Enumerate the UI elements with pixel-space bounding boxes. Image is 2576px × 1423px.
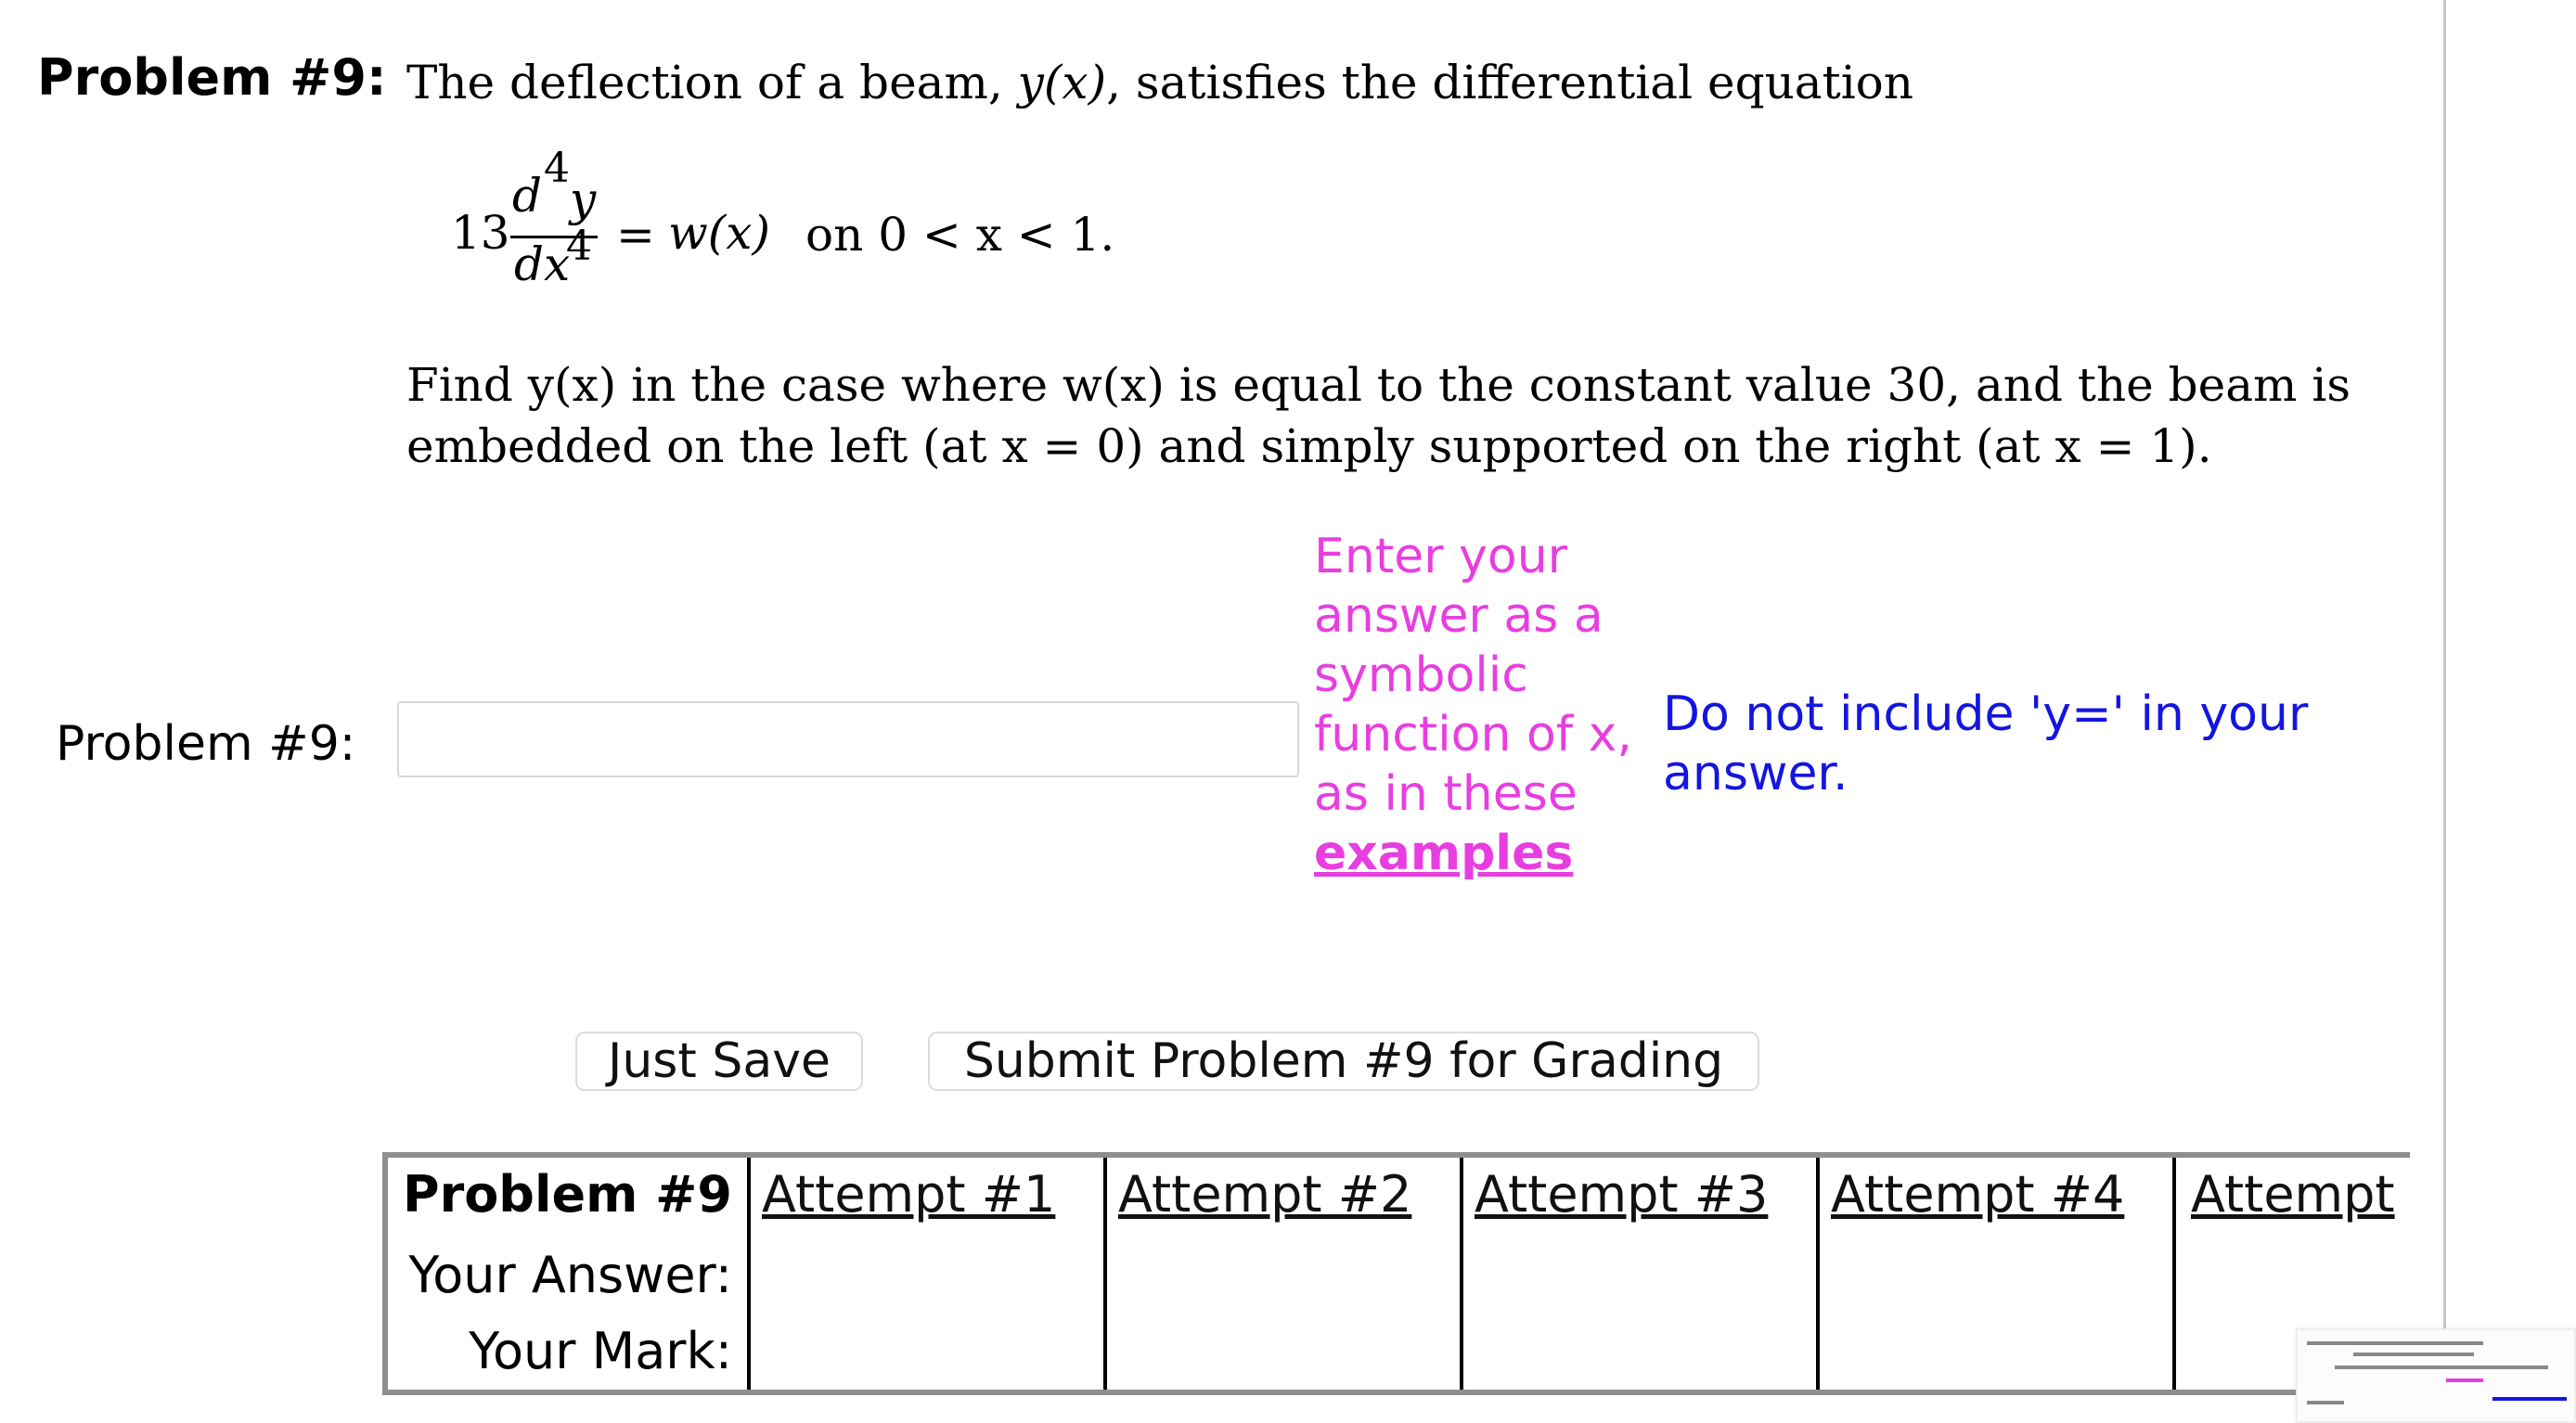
your-mark-label: Your Mark: — [469, 1322, 732, 1380]
answer-input[interactable] — [397, 701, 1299, 777]
examples-link[interactable]: examples — [1314, 826, 1574, 881]
attempt-link-2[interactable]: Attempt #2 — [1117, 1165, 1412, 1224]
page-right-divider — [2443, 0, 2446, 1423]
submit-button[interactable]: Submit Problem #9 for Grading — [928, 1032, 1759, 1091]
equation-denominator: dx — [514, 237, 571, 291]
attempts-table-header: Problem #9 — [403, 1165, 732, 1224]
differential-equation — [451, 139, 1156, 291]
attempt-column-2 — [1105, 1155, 1462, 1392]
equation-equals: = — [616, 208, 655, 262]
answer-note: Do not include 'y=' in your answer. — [1663, 686, 2309, 801]
equation-numerator-power: 4 — [544, 145, 570, 192]
equation-rhs: w(x) — [668, 206, 771, 260]
thumbnail-line — [2446, 1378, 2483, 1382]
attempts-label-column — [385, 1155, 749, 1392]
page-thumbnail-preview[interactable] — [2296, 1328, 2576, 1423]
statement-function: y(x) — [1017, 56, 1107, 109]
equation-numerator-var: y — [570, 173, 597, 226]
statement-suffix: , satisfies the differential equation — [1106, 56, 1913, 109]
equation-denominator-power: 4 — [566, 223, 592, 270]
problem-find-text: Find y(x) in the case where w(x) is equal to the constant value 30, and the beam is embedded on the left (at x = 0) and simply supported on the right (at x = 1). — [406, 358, 2351, 473]
attempt-link-5[interactable]: Attempt — [2190, 1165, 2395, 1224]
answer-format-hint — [1314, 527, 1648, 883]
attempt-column-4 — [1818, 1155, 2174, 1392]
attempts-table — [382, 1152, 2410, 1395]
thumbnail-line — [2307, 1341, 2483, 1345]
answer-format-hint-text: Enter your answer as a symbolic function of x, as in these — [1314, 529, 1632, 822]
equation-coefficient: 13 — [451, 206, 510, 260]
attempt-column-1 — [749, 1155, 1105, 1392]
statement-prefix: The deflection of a beam, — [406, 56, 1018, 109]
attempt-link-3[interactable]: Attempt #3 — [1474, 1165, 1769, 1224]
equation-domain: on 0 < x < 1. — [805, 208, 1115, 262]
attempt-column-3 — [1462, 1155, 1818, 1392]
thumbnail-line — [2492, 1397, 2567, 1401]
thumbnail-line — [2335, 1365, 2548, 1369]
attempt-link-4[interactable]: Attempt #4 — [1830, 1165, 2125, 1224]
thumbnail-line — [2307, 1401, 2344, 1404]
problem-statement — [406, 56, 1913, 109]
problem-heading: Problem #9: — [37, 48, 387, 107]
attempt-link-1[interactable]: Attempt #1 — [761, 1165, 1056, 1224]
answer-row-label: Problem #9: — [56, 716, 356, 772]
your-answer-label: Your Answer: — [408, 1246, 732, 1304]
just-save-button[interactable]: Just Save — [575, 1032, 863, 1091]
thumbnail-line — [2353, 1352, 2474, 1356]
equation-numerator-d: d — [512, 169, 543, 223]
